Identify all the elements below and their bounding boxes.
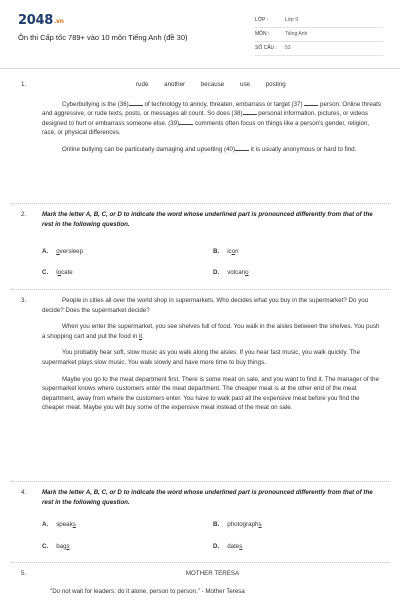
text-run: it is usually anonymous or hard to find. (250, 145, 357, 153)
option-text: l (56, 269, 58, 276)
text-run: person. Online threats and aggressive, or rude texts, posts, or messages all count. So does (38) (42, 100, 381, 118)
text-run: Online bullying can be particularly damaging and upsetting (40) (62, 145, 236, 153)
answer-blank[interactable] (304, 100, 318, 106)
underlined-part: s (66, 543, 70, 550)
answer-blank[interactable] (235, 145, 249, 151)
passage-paragraph: You probably hear soft, slow music as you walk along the aisles. If you hear fast music, you walk quickly. The supermarket plays slow music. You walk slowly and have more time to buy things. (42, 349, 361, 366)
passage-title: MOTHER TERESA (185, 570, 240, 577)
option-letter: B. (213, 248, 220, 255)
question-body (42, 296, 383, 420)
option-d[interactable] (213, 543, 242, 550)
meta-row-class (255, 14, 383, 28)
underlined-part: s (258, 521, 262, 528)
text-run: of technology to annoy, threaten, embarrass or target (37) (144, 100, 303, 108)
divider (11, 562, 389, 563)
meta-value: Lớp 9 (285, 17, 299, 23)
question-number: 4. (21, 489, 27, 496)
option-text: bag (56, 543, 67, 550)
text-run: When you enter the supermarket, you see shelves full of food. You walk in the aisles between the shelves. You push a shopping cart and put the food in (42, 323, 380, 340)
divider (11, 481, 389, 482)
option-text: versleep (59, 248, 84, 255)
logo-tld: .vn (53, 18, 64, 25)
meta-value: Tiếng Anh (285, 31, 308, 37)
word-bank-item: because (200, 81, 225, 88)
answer-blank[interactable] (179, 119, 193, 125)
option-letter: D. (213, 543, 220, 550)
underlined-part: o (56, 248, 60, 255)
option-b[interactable] (213, 521, 262, 528)
option-letter: B. (213, 521, 220, 528)
option-a[interactable] (42, 248, 83, 255)
question-number: 1. (21, 81, 27, 88)
exam-title: Ôn thi Cấp tốc 789+ vào 10 môn Tiếng Anh (đề 30) (18, 33, 188, 42)
meta-value: 53 (285, 45, 291, 51)
option-letter: A. (42, 521, 49, 528)
passage-paragraph (42, 322, 383, 341)
passage-paragraph (42, 145, 383, 155)
option-text: speak (56, 521, 73, 528)
meta-row-subject (255, 28, 383, 42)
passage-paragraph: People in cities all over the world shop in supermarkets. Who decides what you buy in the supermarket? Do you decide? Does the supermarket decide? (42, 297, 369, 314)
question-body (42, 210, 383, 229)
option-d[interactable] (213, 269, 249, 276)
option-a[interactable] (42, 521, 76, 528)
passage-paragraph (42, 100, 383, 138)
option-c[interactable] (42, 543, 70, 550)
question-number: 2. (21, 211, 27, 218)
option-text: photograph (227, 521, 259, 528)
word-bank (42, 80, 383, 90)
meta-key: SỐ CÂU : (255, 45, 277, 51)
option-letter: C. (42, 543, 49, 550)
word-bank-item: rude (136, 81, 149, 88)
question-instruction: Mark the letter A, B, C, or D to indicate the word whose underlined part is pronounced differently from that of the rest in the following question. (42, 489, 373, 506)
question-number: 3. (21, 297, 27, 304)
header (0, 0, 400, 69)
meta-key: LỚP : (255, 17, 269, 23)
answer-blank[interactable] (243, 109, 257, 115)
meta-row-count (255, 42, 383, 56)
question-body (42, 569, 383, 596)
underlined-part: s (72, 521, 76, 528)
logo (18, 13, 64, 28)
question-instruction: Mark the letter A, B, C, or D to indicate the word whose underlined part is pronounced differently from that of the rest in the following question. (42, 211, 373, 228)
passage-quote: "Do not wait for leaders; do it alone, person to person." - Mother Teresa (50, 587, 245, 595)
passage-paragraph: Maybe you go to the meat department first. There is some meat on sale, and you want to find it. The manager of the supermarket knows where customers enter the meat department. The cheaper meat is at the other end of the meat department, away from where the customers enter. You have to walk past all the expensive meat before you find the cheaper meat. Maybe you will buy some of the expensive meat instead of the meat on sale. (42, 375, 379, 412)
underlined-part: o (231, 248, 236, 255)
divider (11, 289, 389, 290)
logo-brand: 2048 (18, 13, 53, 28)
underlined-part: s (239, 543, 243, 550)
text-run: personal information, pictures, or videos designed to hurt or embarrass someone else. (39) (42, 110, 368, 127)
option-letter: A. (42, 248, 49, 255)
option-letter: D. (213, 269, 220, 276)
meta-key: MÔN : (255, 31, 270, 37)
question-number: 5. (21, 570, 27, 577)
word-bank-item: another (164, 81, 186, 88)
word-bank-item: use (240, 81, 250, 88)
option-b[interactable] (213, 248, 239, 255)
option-letter: C. (42, 269, 49, 276)
option-text: cate (61, 269, 73, 276)
option-text: ic (227, 248, 232, 255)
question-body (42, 80, 383, 162)
text-run: Cyberbullying is the (36) (62, 100, 129, 108)
option-text: date (227, 543, 240, 550)
answer-blank[interactable] (129, 100, 143, 106)
text-run: . (142, 332, 144, 340)
exam-meta (255, 14, 383, 56)
option-text: volcan (227, 269, 246, 276)
underlined-part: it (139, 332, 143, 340)
underlined-part: o (57, 269, 62, 276)
divider (11, 203, 389, 204)
text-run: comments often focus on things like a person's gender, religion, race, or physical differences. (42, 119, 370, 137)
option-c[interactable] (42, 269, 73, 276)
option-text: n (235, 248, 239, 255)
underlined-part: o (245, 269, 249, 276)
word-bank-item: posting (265, 81, 286, 88)
question-body (42, 488, 383, 507)
